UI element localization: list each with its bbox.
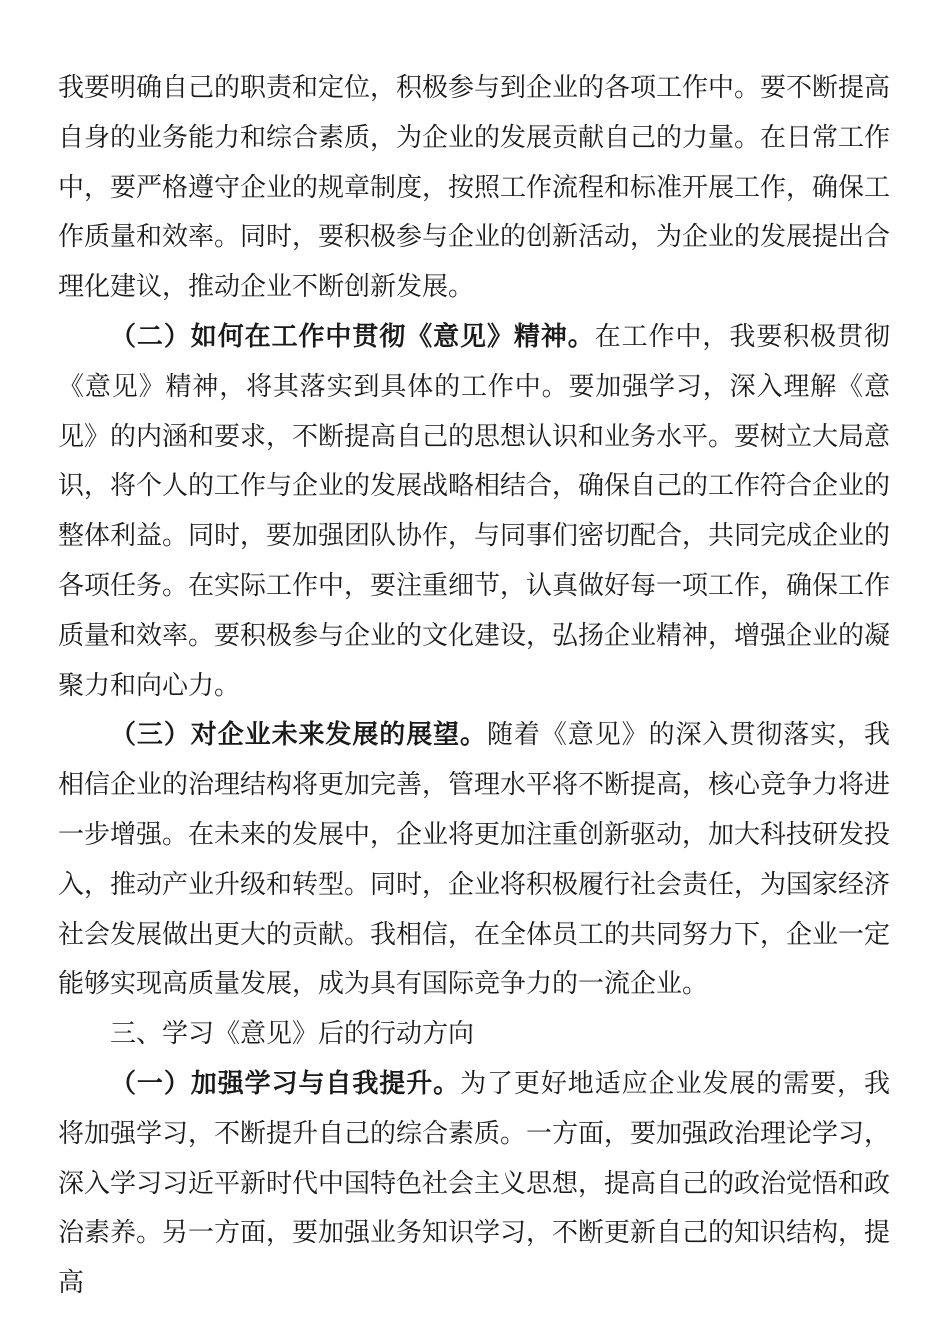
paragraph-implement-spirit xyxy=(58,313,890,711)
section-heading xyxy=(58,1010,890,1060)
paragraph-learning xyxy=(58,1060,890,1309)
paragraph-text: 为了更好地适应企业发展的需要，我将加强学习，不断提升自己的综合素质。一方面，要加强政治理论学习，深入学习习近平新时代中国特色社会主义思想，提高自己的政治觉悟和政治素养。另一方面，要加强业务知识学习，不断更新自己的知识结构，提高 xyxy=(58,1068,891,1299)
paragraph-lead: （二）如何在工作中贯彻《意见》精神。 xyxy=(110,321,595,352)
paragraph-text: 我要明确自己的职责和定位，积极参与到企业的各项工作中。要不断提高自身的业务能力和综合素质，为企业的发展贡献自己的力量。在日常工作中，要严格遵守企业的规章制度，按照工作流程和标准开展工作，确保工作质量和效率。同时，要积极参与企业的创新活动，为企业的发展提出合理化建议，推动企业不断创新发展。 xyxy=(58,73,891,303)
paragraph-lead: （三）对企业未来发展的展望。 xyxy=(110,720,487,751)
section-heading-text: 三、学习《意见》后的行动方向 xyxy=(110,1019,475,1050)
paragraph-lead: （一）加强学习与自我提升。 xyxy=(110,1068,461,1099)
document-page xyxy=(58,64,890,1309)
paragraph-duties xyxy=(58,64,890,313)
paragraph-text: 在工作中，我要积极贯彻《意见》精神，将其落实到具体的工作中。要加强学习，深入理解《意见》的内涵和要求，不断提高自己的思想认识和业务水平。要树立大局意识，将个人的工作与企业的发展战略相结合，确保自己的工作符合企业的整体利益。同时，要加强团队协作，与同事们密切配合，共同完成企业的各项任务。在实际工作中，要注重细节，认真做好每一项工作，确保工作质量和效率。要积极参与企业的文化建设，弘扬企业精神，增强企业的凝聚力和向心力。 xyxy=(58,321,891,701)
paragraph-future-outlook xyxy=(58,711,890,1010)
paragraph-text: 随着《意见》的深入贯彻落实，我相信企业的治理结构将更加完善，管理水平将不断提高，核心竞争力将进一步增强。在未来的发展中，企业将更加注重创新驱动，加大科技研发投入，推动产业升级和转型。同时，企业将积极履行社会责任，为国家经济社会发展做出更大的贡献。我相信，在全体员工的共同努力下，企业一定能够实现高质量发展，成为具有国际竞争力的一流企业。 xyxy=(58,720,891,1000)
